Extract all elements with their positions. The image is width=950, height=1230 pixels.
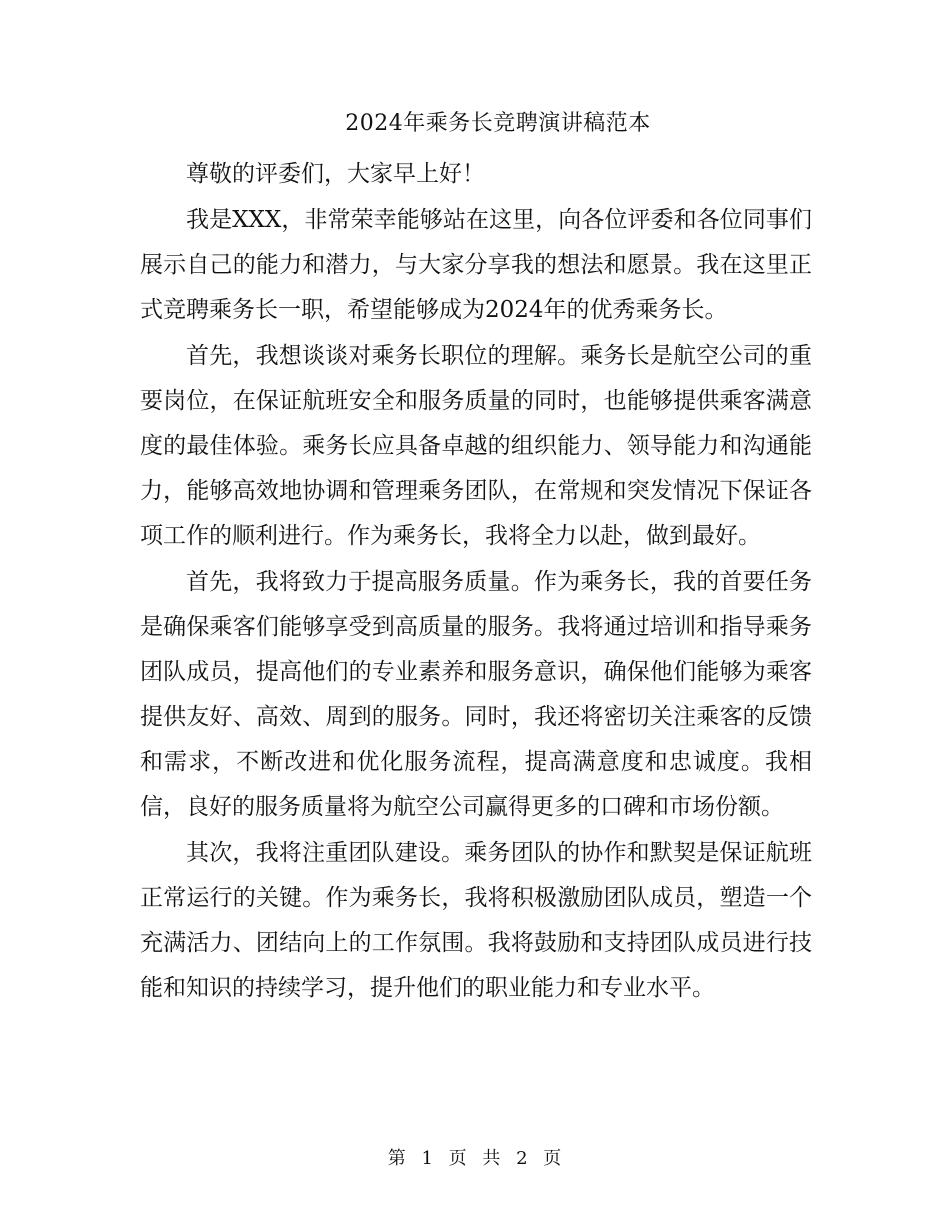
- paragraph-team-building: 其次，我将注重团队建设。乘务团队的协作和默契是保证航班正常运行的关键。作为乘务长，我将积极激励团队成员，塑造一个充满活力、团结向上的工作氛围。我将鼓励和支持团队成员进行技能和知识的持续学习，提升他们的职业能力和专业水平。: [140, 840, 812, 1001]
- paragraph-role-understanding: 首先，我想谈谈对乘务长职位的理解。乘务长是航空公司的重要岗位，在保证航班安全和服务质量的同时，也能够提供乘客满意度的最佳体验。乘务长应具备卓越的组织能力、领导能力和沟通能力，能够高效地协调和管理乘务团队，在常规和突发情况下保证各项工作的顺利进行。作为乘务长，我将全力以赴，做到最好。: [140, 343, 812, 549]
- page-footer: 第 1 页 共 2 页: [387, 1148, 563, 1169]
- paragraph-greeting: 尊敬的评委们，大家早上好！: [186, 161, 485, 187]
- paragraph-introduction: 我是XXX，非常荣幸能够站在这里，向各位评委和各位同事们展示自己的能力和潜力，与大家分享我的想法和愿景。我在这里正式竞聘乘务长一职，希望能够成为2024年的优秀乘务长。: [140, 207, 812, 323]
- document-title: 2024年乘务长竞聘演讲稿范本: [345, 111, 651, 136]
- document-body: [140, 152, 812, 1012]
- paragraph-service-quality: 首先，我将致力于提高服务质量。作为乘务长，我的首要任务是确保乘客们能够享受到高质量的服务。我将通过培训和指导乘务团队成员，提高他们的专业素养和服务意识，确保他们能够为乘客提供友好、高效、周到的服务。同时，我还将密切关注乘客的反馈和需求，不断改进和优化服务流程，提高满意度和忠诚度。我相信，良好的服务质量将为航空公司赢得更多的口碑和市场份额。: [140, 569, 812, 820]
